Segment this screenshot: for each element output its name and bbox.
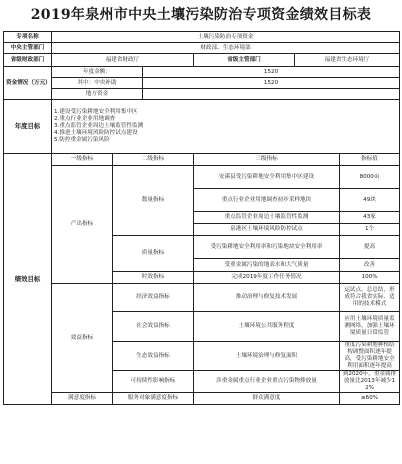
funds-row-value	[143, 89, 400, 100]
indicator-name: 土壤环境治理与修复面积	[194, 342, 340, 371]
indicator-name: 群众满意度	[194, 393, 340, 405]
indicator-value: 1个	[340, 224, 400, 236]
funds-row-value: 1520	[143, 78, 400, 89]
quality-indicator-label: 质量指标	[113, 236, 194, 272]
funds-row-label: 其中：中央补助	[52, 78, 143, 89]
goal-item: 4.推进土壤环境风险防控试点建设	[54, 130, 138, 136]
indicator-name: 受重金属污染的地表水和大气质量	[194, 259, 340, 272]
prov-dept-label: 省级主管部门	[194, 54, 295, 67]
performance-label: 绩效目标	[4, 154, 52, 405]
indicator-value: 重度污染耕地种植结构调整面积逐年提高，受污染耕地安全利用面积逐年提高	[340, 342, 400, 371]
project-name-label: 专项名称	[4, 32, 52, 43]
header-value: 指标值	[340, 154, 400, 166]
ecological-indicator-label: 生态效益指标	[113, 342, 194, 371]
indicator-name: 重点监管企业周边土壤监管性监测	[194, 212, 340, 224]
central-dept-value: 财政部、生态环境部	[52, 43, 400, 54]
funds-row-value: 1520	[143, 67, 400, 78]
indicator-value: 改善	[340, 259, 400, 272]
social-indicator-label: 社会效益指标	[113, 312, 194, 342]
indicator-name: 安溪县受污染耕地安全利用集中区建设	[194, 166, 340, 189]
goal-item: 2.重点行业企业用地调查	[54, 116, 116, 122]
goal-item: 1.建设受污染耕地安全利用集中区	[54, 109, 138, 115]
indicator-value: 8000亩	[340, 166, 400, 189]
header-level2: 二级指标	[113, 154, 194, 166]
indicator-name: 推动治理与修复技术发展	[194, 284, 340, 312]
prov-finance-label: 省级财政部门	[4, 54, 52, 67]
satisfaction-level2: 服务对象满意度指标	[113, 393, 194, 405]
indicator-value: 43家	[340, 212, 400, 224]
indicator-name: 受污染耕地安全利用率和污染地块安全利用率	[194, 236, 340, 259]
indicator-value: ≥60%	[340, 393, 400, 405]
annual-goals-label: 年度目标	[4, 100, 52, 154]
effect-indicator-label: 效益指标	[52, 284, 113, 393]
indicator-name: 泉港区土壤环境风险防控试点	[194, 224, 340, 236]
indicator-value: 100%	[340, 272, 400, 284]
header-level1: 一级指标	[52, 154, 113, 166]
indicator-name: 涉重金属重点行业企业重点污染物排放量	[194, 371, 340, 393]
economic-indicator-label: 经济效益指标	[113, 284, 194, 312]
sustainable-indicator-label: 可持续性影响指标	[113, 371, 194, 393]
goal-item: 5.防控重金属污染风险	[54, 137, 110, 143]
performance-target-table	[3, 31, 400, 405]
satisfaction-indicator-label: 满意度指标	[52, 393, 113, 405]
funds-label: 资金情况（万元）	[4, 67, 52, 100]
indicator-name: 重点行业企业用地调查初步采样地块	[194, 189, 340, 212]
page-title: 2019年泉州市中央土壤污染防治专项资金绩效目标表	[30, 7, 372, 23]
indicator-value: 运试点、总总结，形成符合我省实际、适用的技术模式	[340, 284, 400, 312]
funds-row-label: 地方资金	[52, 89, 143, 100]
prov-dept-value: 福建省生态环境厅	[295, 54, 400, 67]
quantity-indicator-label: 数量指标	[113, 166, 194, 236]
annual-goals-list	[52, 100, 400, 154]
funds-row-label: 年度金额：	[52, 67, 143, 78]
central-dept-label: 中央主管部门	[4, 43, 52, 54]
indicator-name: 土壤环境公共服务程度	[194, 312, 340, 342]
indicator-value: 应用土壤环境质量监测网络，加强土壤环境质量日常监管	[340, 312, 400, 342]
goal-item: 3.重点监管企业周边土壤监管性监测	[54, 123, 144, 129]
indicator-name: 完成2019年度工作任务情况	[194, 272, 340, 284]
project-name-value: 土壤污染防治专项资金	[52, 32, 400, 43]
indicator-value: 提高	[340, 236, 400, 259]
prov-finance-value: 福建省财政厅	[52, 54, 194, 67]
output-indicator-label: 产出指标	[52, 166, 113, 284]
header-level3: 三级指标	[194, 154, 340, 166]
indicator-value: 49块	[340, 189, 400, 212]
timeliness-indicator-label: 时效指标	[113, 272, 194, 284]
indicator-value: 到2020年，重金属排放量比2013年减少12%	[340, 371, 400, 393]
